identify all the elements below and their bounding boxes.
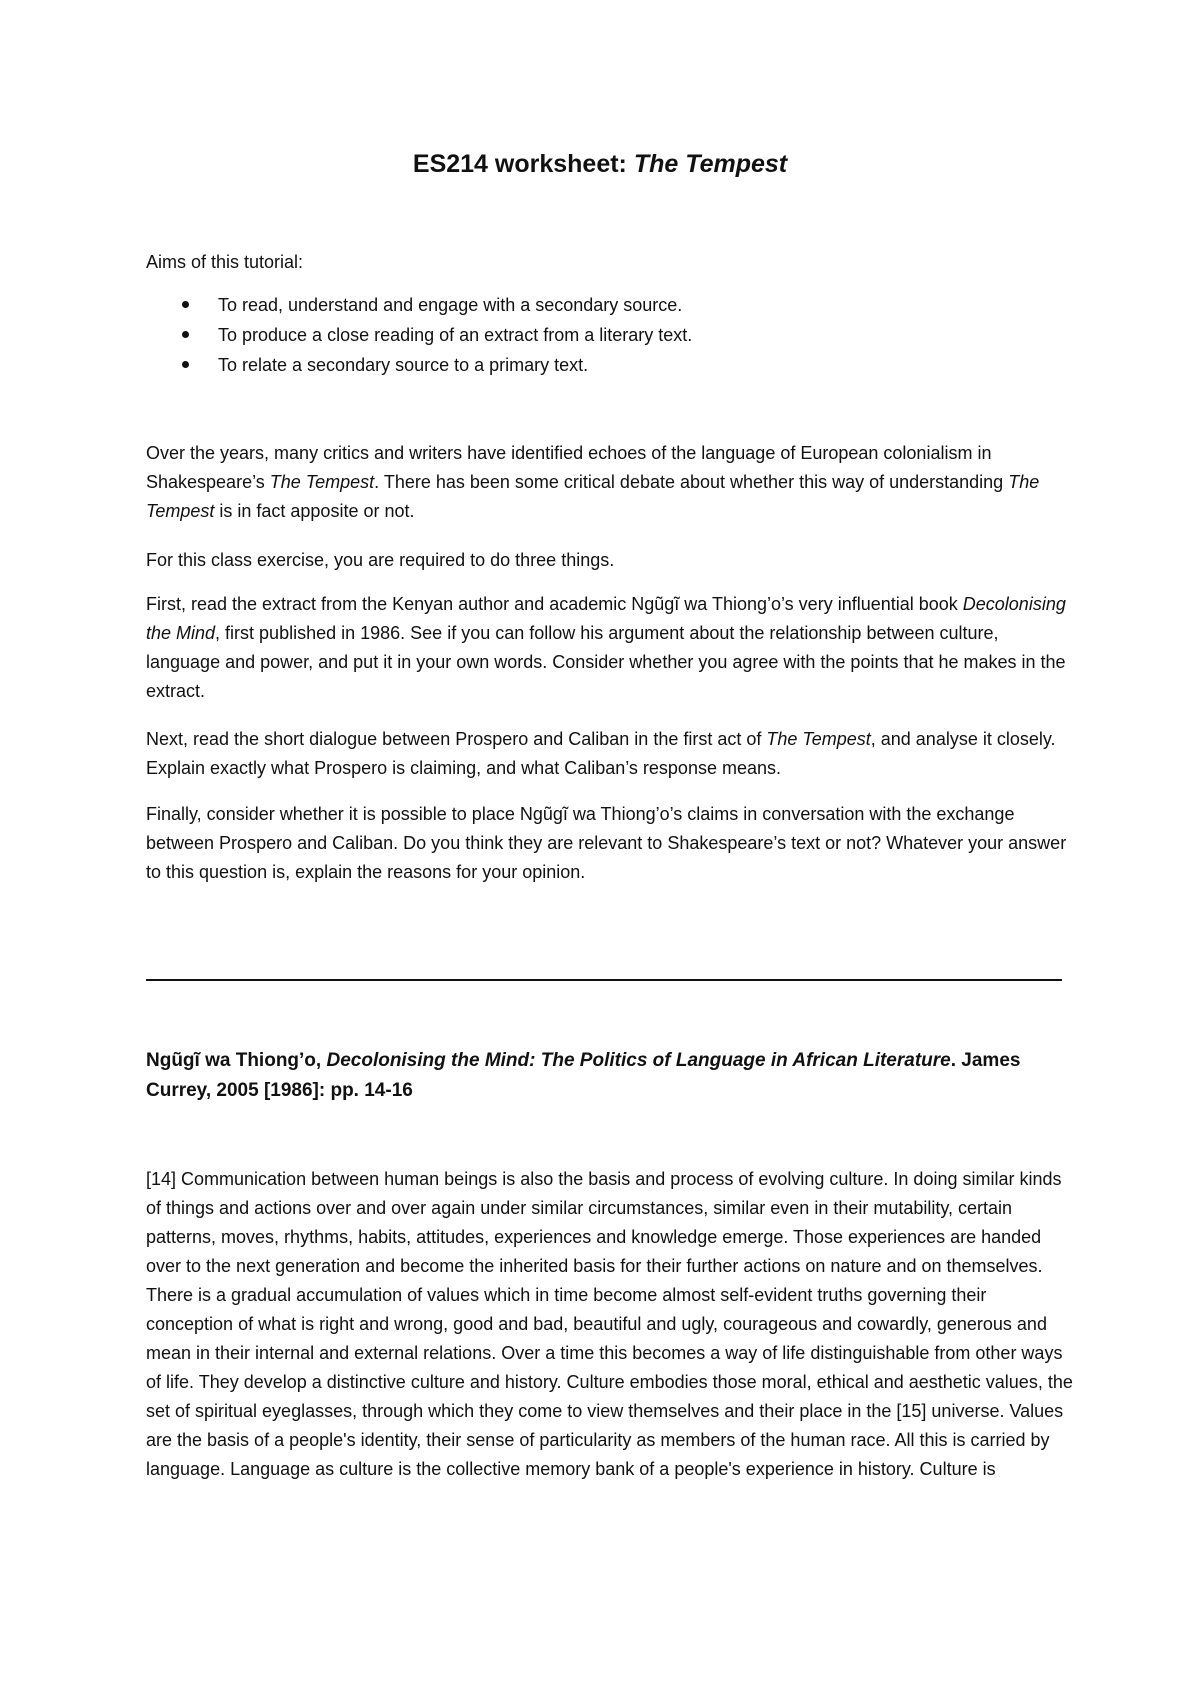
intro-paragraph-5: Finally, consider whether it is possible to place Ngũgĩ wa Thiong’o’s claims in conversation with the exchange between Prospero and Caliban. Do you think they are relevant to Shakespeare’s text or not? Whatever your answer to this question is, explain the reasons for your opinion.: [146, 804, 1067, 882]
page-title: [0, 148, 1200, 180]
list-item: [146, 320, 1046, 350]
intro-paragraph-4: [146, 725, 1076, 783]
title-prefix: ES214 worksheet:: [412, 150, 634, 178]
intro-p1-text-a: Over the years, many critics and writers have identified echoes of the language of European colonialism in Shakespeare’s: [146, 443, 992, 492]
intro-p3-text-b: , first published in 1986. See if you can follow his argument about the relationship between culture, language and power, and put it in your own words. Consider whether you agree with the points that he makes in the extract.: [146, 623, 1066, 701]
intro-p4-title: The Tempest: [766, 729, 871, 749]
intro-paragraph-2: For this class exercise, you are required to do three things.: [146, 550, 615, 570]
title-italic: The Tempest: [633, 150, 788, 178]
citation-author: Ngũgĩ wa Thiong’o,: [146, 1050, 327, 1071]
intro-p1-text-b: . There has been some critical debate about whether this way of understanding: [374, 472, 1009, 492]
intro-p3-text-a: First, read the extract from the Kenyan author and academic Ngũgĩ wa Thiong’o’s very influential book: [146, 594, 963, 614]
intro-p1-title-b: The Tempest: [146, 472, 1040, 521]
aim-text: To produce a close reading of an extract from a literary text.: [218, 325, 693, 345]
list-item: [146, 290, 1046, 320]
intro-paragraph-1: [146, 439, 1076, 526]
citation-book-title: Decolonising the Mind: The Politics of Language in African Literature: [326, 1050, 951, 1071]
bullet-icon: [182, 361, 189, 368]
aim-text: To relate a secondary source to a primary text.: [218, 355, 589, 375]
section-divider: [146, 979, 1062, 981]
excerpt-paragraph: [14] Communication between human beings is also the basis and process of evolving culture. In doing similar kinds of things and actions over and over again under similar circumstances, similar even in their mutability, certain patterns, moves, rhythms, habits, attitudes, experiences and knowledge emerge. Those experiences are handed over to the next generation and become the inherited basis for their further actions on nature and on themselves. There is a gradual accumulation of values which in time become almost self-evident truths governing their conception of what is right and wrong, good and bad, beautiful and ugly, courageous and cowardly, generous and mean in their internal and external relations. Over a time this becomes a way of life distinguishable from other ways of life. They develop a distinctive culture and history. Culture embodies those moral, ethical and aesthetic values, the set of spiritual eyeglasses, through which they come to view themselves and their place in the [15] universe. Values are the basis of a people's identity, their sense of particularity as members of the human race. All this is carried by language. Language as culture is the collective memory bank of a people's experience in history. Culture is: [146, 1169, 1073, 1479]
intro-p1-title-a: The Tempest: [269, 472, 375, 492]
intro-paragraph-3: [146, 590, 1076, 706]
aim-text: To read, understand and engage with a secondary source.: [218, 295, 683, 315]
citation-publisher: . James Currey, 2005 [1986]: pp. 14-16: [146, 1050, 1021, 1101]
aims-list: [146, 290, 1046, 380]
intro-p4-text-b: , and analyse it closely. Explain exactly what Prospero is claiming, and what Caliban’s response means.: [146, 729, 1056, 778]
intro-p1-text-c: is in fact apposite or not.: [214, 501, 415, 521]
intro-p4-text-a: Next, read the short dialogue between Prospero and Caliban in the first act of: [146, 729, 767, 749]
bullet-icon: [182, 331, 189, 338]
bullet-icon: [182, 301, 189, 308]
list-item: [146, 350, 1046, 380]
aims-heading: Aims of this tutorial:: [146, 252, 304, 272]
intro-p3-title: Decolonising the Mind: [146, 594, 1066, 643]
source-citation: [146, 1046, 1076, 1106]
